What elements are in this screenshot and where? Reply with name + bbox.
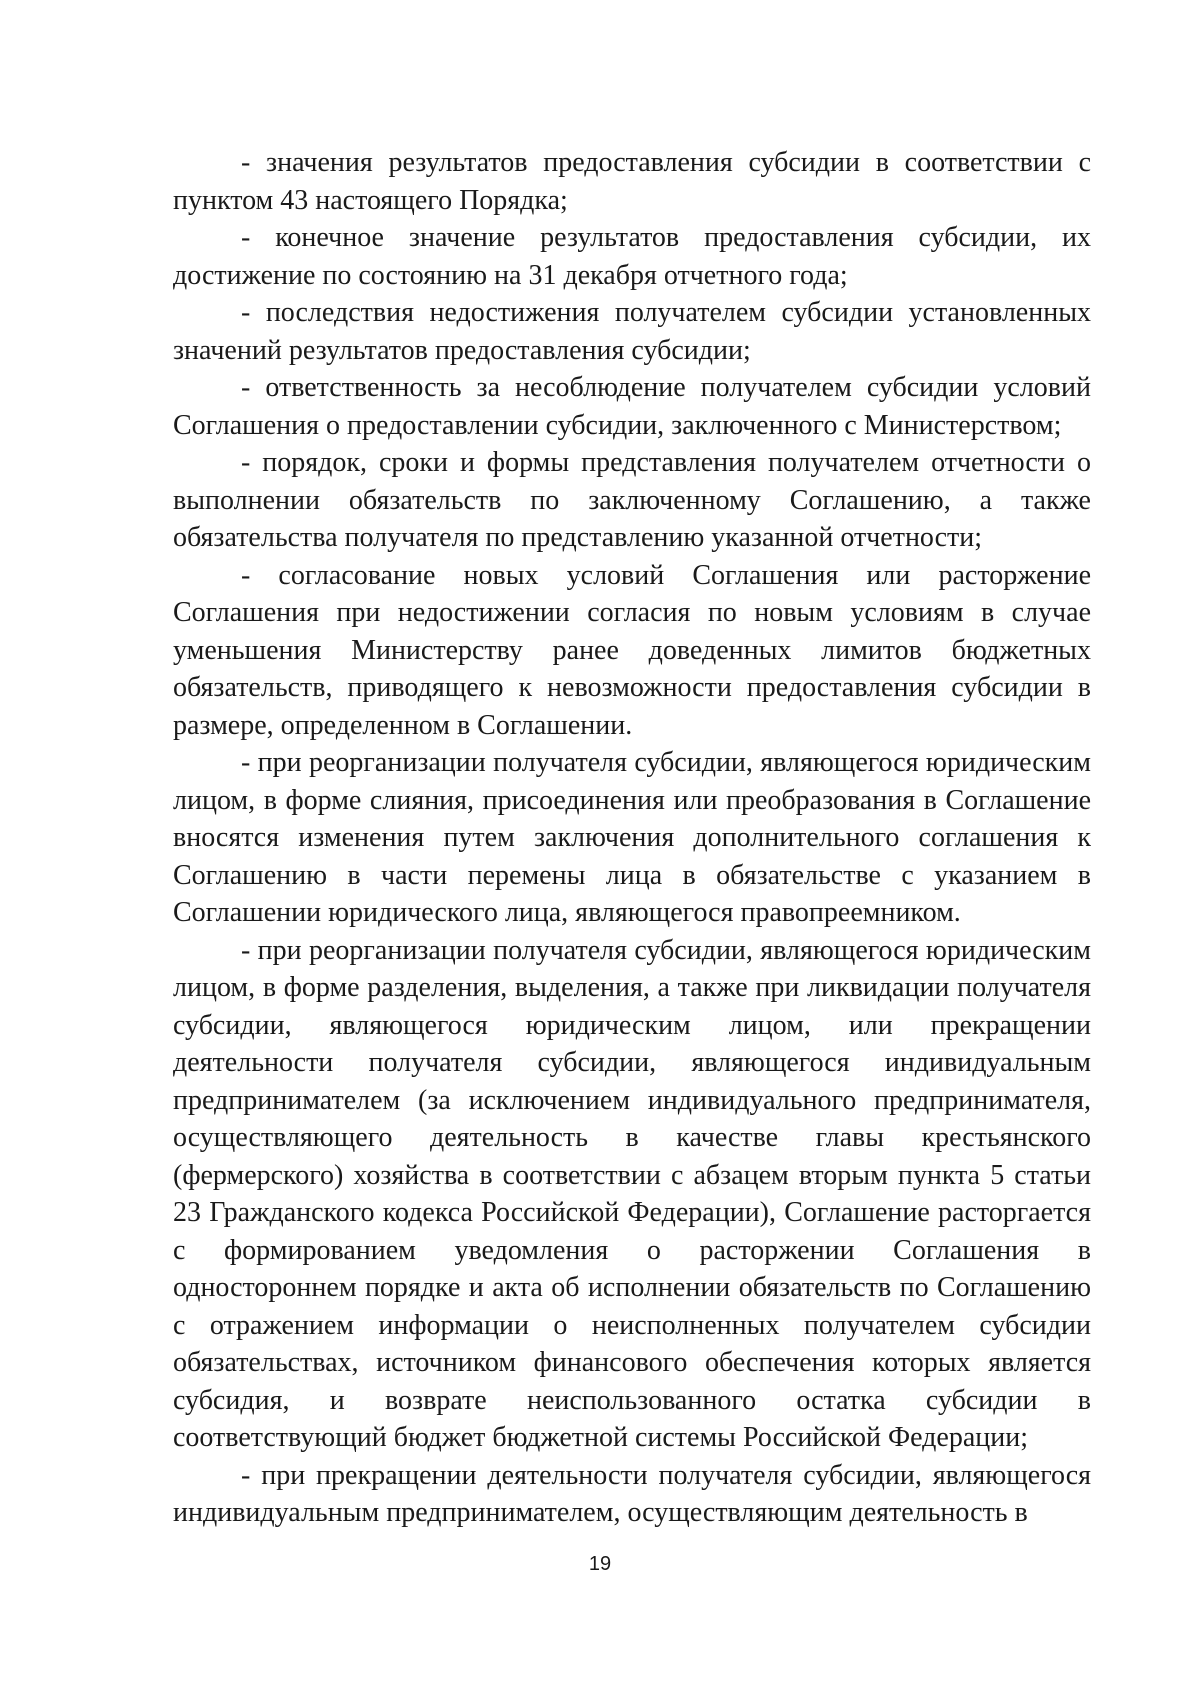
- paragraph-consequences: - последствия недостижения получателем субсидии установленных значений результатов предоставления субсидии;: [173, 297, 1091, 366]
- paragraph-result-values: - значения результатов предоставления субсидии в соответствии с пунктом 43 настоящего Порядка;: [173, 147, 1091, 216]
- paragraph-responsibility: - ответственность за несоблюдение получателем субсидии условий Соглашения о предоставлении субсидии, заключенного с Министерством;: [173, 372, 1091, 441]
- paragraph-new-conditions: - согласование новых условий Соглашения или расторжение Соглашения при недостижении согласия по новым условиям в случае уменьшения Министерству ранее доведенных лимитов бюджетных обязательств, приводящего к невозможности предоставления субсидии в размере, определенном в Соглашении.: [173, 559, 1091, 741]
- paragraph-reorganization-merger: - при реорганизации получателя субсидии, являющегося юридическим лицом, в форме слияния, присоединения или преобразования в Соглашение вносятся изменения путем заключения дополнительного соглашения к Соглашению в части перемены лица в обязательстве с указанием в Соглашении юридического лица, являющегося правопреемником.: [173, 747, 1091, 928]
- paragraph-termination: - при прекращении деятельности получателя субсидии, являющегося индивидуальным предпринимателем, осуществляющим деятельность в: [173, 1459, 1091, 1528]
- body-text: [173, 144, 1091, 1532]
- page-number: 19: [588, 1553, 612, 1575]
- paragraph-reporting: - порядок, сроки и формы представления получателем отчетности о выполнении обязательств по заключенному Соглашению, а также обязательства получателя по представлению указанной отчетности;: [173, 447, 1091, 553]
- paragraph-final-value: - конечное значение результатов предоставления субсидии, их достижение по состоянию на 31 декабря отчетного года;: [173, 222, 1091, 291]
- paragraph-reorganization-division: - при реорганизации получателя субсидии, являющегося юридическим лицом, в форме разделения, выделения, а также при ликвидации получателя субсидии, являющегося юридическим лицом, или прекращении деятельности получателя субсидии, являющегося индивидуальным предпринимателем (за исключением индивидуального предпринимателя, осуществляющего деятельность в качестве главы крестьянского (фермерского) хозяйства в соответствии с абзацем вторым пункта 5 статьи 23 Гражданского кодекса Российской Федерации), Соглашение расторгается с формированием уведомления о расторжении Соглашения в одностороннем порядке и акта об исполнении обязательств по Соглашению с отражением информации о неисполненных получателем субсидии обязательствах, источником финансового обеспечения которых является субсидия, и возврате неиспользованного остатка субсидии в соответствующий бюджет бюджетной системы Российской Федерации;: [173, 934, 1091, 1453]
